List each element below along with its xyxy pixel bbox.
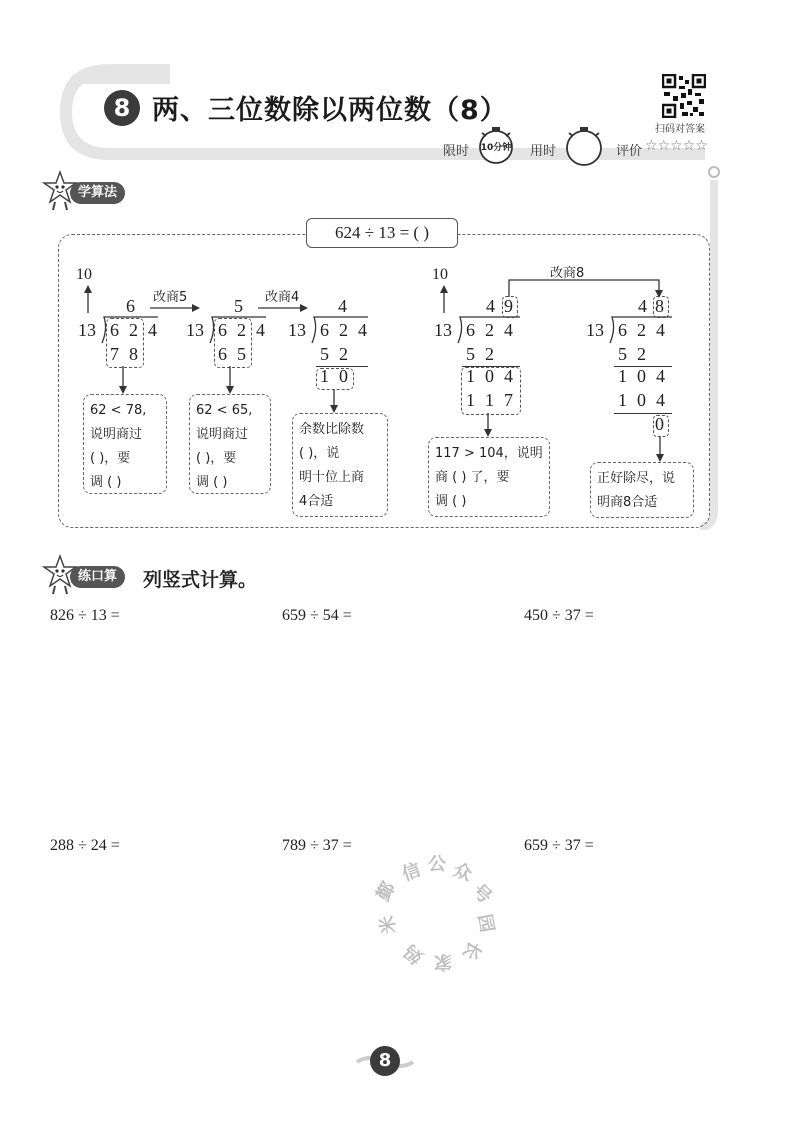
problem-item: 789 ÷ 37 = — [282, 837, 352, 854]
change-quotient-5-label: 改商5 — [153, 290, 188, 305]
note-card — [83, 394, 167, 494]
practice-badge: 练口算 — [70, 566, 125, 588]
rating-label: 评价 — [616, 144, 643, 159]
quotient-digit: 4 — [638, 296, 647, 316]
quotient-digit: 4 — [338, 296, 347, 316]
dividend-digit: 2 — [237, 320, 246, 340]
quotient-digit: 4 — [486, 296, 495, 316]
watermark-char: 长 — [458, 937, 486, 964]
down-arrow-icon — [482, 413, 494, 437]
note-card — [189, 394, 271, 494]
remainder-digit: 4 — [504, 366, 513, 386]
product-digit: 5 — [466, 344, 475, 364]
dividend-digit: 4 — [256, 320, 265, 340]
dividend-digit: 2 — [637, 320, 646, 340]
final-remainder: 0 — [655, 414, 664, 434]
watermark-char: 妈 — [400, 940, 428, 968]
rating-stars[interactable]: ☆☆☆☆☆ — [645, 138, 708, 154]
dividend-digit: 6 — [218, 320, 227, 340]
note-line: 说明商过 — [196, 427, 249, 442]
problem-item: 659 ÷ 37 = — [524, 837, 594, 854]
qr-code-icon[interactable] — [662, 74, 706, 118]
divisor: 13 — [186, 320, 204, 340]
problem-item: 288 ÷ 24 = — [50, 837, 120, 854]
product-digit: 2 — [485, 344, 494, 364]
note-line: ( )，说 — [299, 446, 340, 461]
remainder-digit: 1 — [618, 366, 627, 386]
divisor: 13 — [288, 320, 306, 340]
qr-label: 扫码对答案 — [655, 124, 705, 135]
note-line: 说明商过 — [90, 427, 143, 442]
dividend-digit: 6 — [618, 320, 627, 340]
time-used-label: 用时 — [530, 144, 557, 159]
product-digit: 2 — [637, 344, 646, 364]
watermark-char: 公 — [428, 854, 446, 875]
note-line: ( )，要 — [196, 451, 237, 466]
problem-item: 450 ÷ 37 = — [524, 607, 594, 624]
product-digit: 2 — [339, 344, 348, 364]
note-line: 余数比除数 — [299, 422, 365, 437]
watermark-char: 鄞 — [372, 878, 400, 905]
watermark-char: 家 — [434, 951, 452, 972]
product-digit: 1 — [618, 390, 627, 410]
down-arrow-icon — [654, 436, 666, 462]
note-line: 调 ( ) — [435, 494, 467, 509]
product-digit: 0 — [637, 390, 646, 410]
dividend-digit: 2 — [485, 320, 494, 340]
watermark-char: 米 — [376, 914, 401, 936]
note-card — [590, 462, 694, 518]
watermark-char: 信 — [399, 859, 424, 886]
page-number: 8 — [370, 1046, 400, 1076]
up-arrow-icon — [82, 285, 94, 315]
dividend-digit: 6 — [320, 320, 329, 340]
right-arrow-icon — [150, 303, 200, 313]
exercise-instruction: 列竖式计算。 — [143, 569, 258, 591]
remainder-digit: 4 — [656, 366, 665, 386]
stopwatch-icon[interactable] — [562, 125, 606, 167]
dividend-digit: 6 — [466, 320, 475, 340]
quotient-digit: 8 — [655, 296, 664, 316]
dividend-digit: 4 — [656, 320, 665, 340]
problem-item: 659 ÷ 54 = — [282, 607, 352, 624]
product-digit: 1 — [466, 390, 475, 410]
problem-item: 826 ÷ 13 = — [50, 607, 120, 624]
estimate-10-label: 10 — [76, 266, 92, 283]
remainder-digit: 0 — [637, 366, 646, 386]
note-line: 62 < 65, — [196, 403, 253, 418]
product-digit: 7 — [110, 344, 119, 364]
note-card — [428, 437, 550, 517]
quotient-digit: 6 — [126, 296, 135, 316]
note-line: 62 < 78, — [90, 403, 147, 418]
watermark-char: 众 — [450, 859, 475, 886]
remainder-digit: 0 — [485, 366, 494, 386]
divisor: 13 — [434, 320, 452, 340]
product-digit: 5 — [320, 344, 329, 364]
note-line: 正好除尽，说 — [597, 471, 676, 486]
up-arrow-icon — [438, 285, 450, 315]
dividend-digit: 2 — [129, 320, 138, 340]
dividend-digit: 4 — [148, 320, 157, 340]
note-line: ( )，要 — [90, 451, 131, 466]
note-line: 明十位上商 — [299, 470, 365, 485]
product-digit: 5 — [237, 344, 246, 364]
quotient-digit: 9 — [504, 296, 513, 316]
lesson-title: 两、三位数除以两位数（8） — [152, 95, 508, 126]
product-digit: 6 — [218, 344, 227, 364]
note-line: 4合适 — [299, 494, 334, 509]
remainder-digit: 1 — [320, 366, 329, 386]
change-quotient-8-label: 改商8 — [550, 266, 585, 281]
product-digit: 8 — [129, 344, 138, 364]
main-equation: 624 ÷ 13 = ( ) — [306, 218, 458, 248]
product-digit: 1 — [485, 390, 494, 410]
divisor: 13 — [78, 320, 96, 340]
lesson-number-badge: 8 — [104, 90, 140, 126]
divisor: 13 — [586, 320, 604, 340]
learn-method-badge: 学算法 — [70, 182, 125, 204]
note-card — [292, 413, 388, 517]
remainder-digit: 0 — [339, 366, 348, 386]
remainder-digit: 1 — [466, 366, 475, 386]
down-arrow-icon — [328, 389, 340, 413]
note-line: 调 ( ) — [196, 475, 228, 490]
down-arrow-icon — [117, 366, 129, 394]
note-line: 明商8合适 — [597, 495, 658, 510]
right-arrow-icon — [258, 303, 308, 313]
dividend-digit: 2 — [339, 320, 348, 340]
change-quotient-4-label: 改商4 — [265, 290, 300, 305]
time-limit-value: 10分钟 — [480, 143, 512, 153]
dividend-digit: 6 — [110, 320, 119, 340]
estimate-10-label: 10 — [432, 266, 448, 283]
product-digit: 7 — [504, 390, 513, 410]
watermark-char: 号 — [468, 880, 496, 908]
dividend-digit: 4 — [504, 320, 513, 340]
note-line: 商 ( ) 了，要 — [435, 470, 510, 485]
quotient-digit: 5 — [234, 296, 243, 316]
note-line: 调 ( ) — [90, 475, 122, 490]
down-arrow-icon — [224, 366, 236, 394]
watermark-seal — [370, 850, 500, 980]
note-line: 117 > 104，说明 — [435, 446, 543, 461]
product-digit: 5 — [618, 344, 627, 364]
product-digit: 4 — [656, 390, 665, 410]
dividend-digit: 4 — [358, 320, 367, 340]
watermark-char: 园 — [473, 912, 498, 934]
bracket-arrow-icon — [504, 276, 666, 298]
time-limit-label: 限时 — [443, 144, 470, 159]
